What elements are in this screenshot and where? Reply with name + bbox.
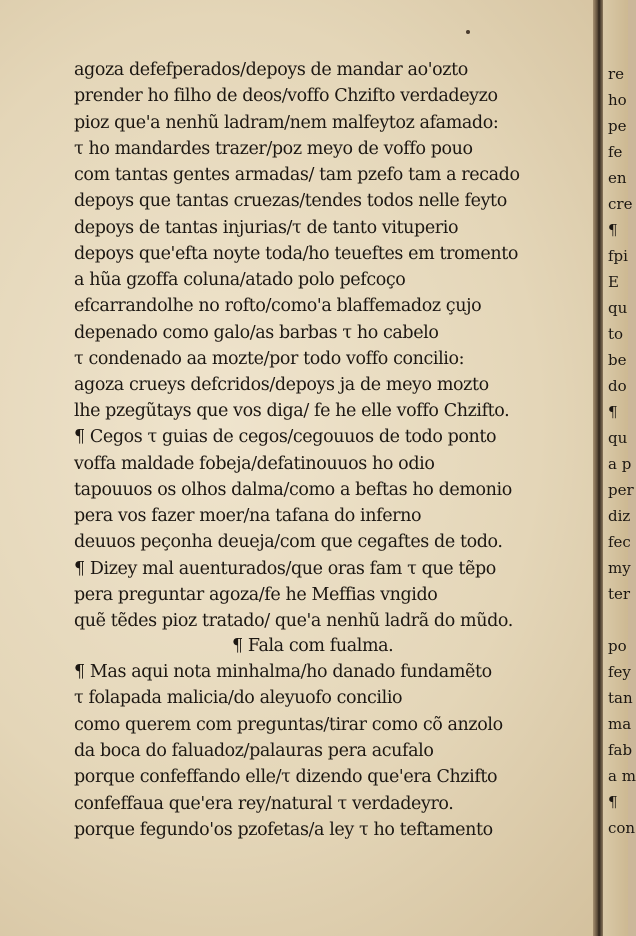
edge-text: qu — [608, 429, 628, 447]
edge-text: fey — [608, 663, 631, 681]
text-line: pera preguntar agoza/fe he Meffias vngido — [74, 585, 438, 605]
text-line: porque fegundo'os pzofetas/a ley τ ho teftamento — [74, 820, 493, 840]
text-line: confeffaua que'era rey/natural τ verdadeyro. — [74, 794, 454, 814]
edge-text: con — [608, 819, 636, 837]
text-line: depoys que'efta noyte toda/ho teueftes em tromento — [74, 244, 519, 264]
edge-text: per — [608, 481, 634, 499]
text-line: deuuos peçonha deueja/com que cegaftes de todo. — [74, 532, 503, 552]
text-line: ¶ Mas aqui nota minhalma/ho danado fundamẽto — [74, 662, 492, 682]
text-line: da boca do faluadoz/palauras pera acufalo — [74, 741, 434, 761]
text-line: pioz que'a nenhũ ladram/nem malfeytoz afamado: — [74, 113, 499, 133]
text-line: ¶ Dizey mal auenturados/que oras fam τ que tẽpo — [74, 559, 496, 579]
text-line: efcarrandolhe no rofto/como'a blaffemadoz çujo — [74, 296, 482, 316]
text-line: τ ho mandardes trazer/poz meyo de voffo pouo — [74, 139, 473, 159]
edge-text: be — [608, 351, 627, 369]
text-line: depoys de tantas injurias/τ de tanto vituperio — [74, 218, 459, 238]
edge-text: do — [608, 377, 627, 395]
edge-text: pe — [608, 117, 627, 135]
text-line: quẽ tẽdes pioz tratado/ que'a nenhũ ladrã do mũdo. — [74, 611, 513, 631]
book-gutter — [593, 0, 603, 936]
text-line: tapouuos os olhos dalma/como a beftas ho demonio — [74, 480, 512, 500]
edge-text: ¶ — [608, 221, 618, 239]
edge-text: ho — [608, 91, 627, 109]
edge-text: tan — [608, 689, 633, 707]
edge-text: qu — [608, 299, 628, 317]
edge-text: E — [608, 273, 619, 291]
text-line: como querem com preguntas/tirar como cõ anzolo — [74, 715, 503, 735]
text-line: depenado como galo/as barbas τ ho cabelo — [74, 323, 439, 343]
edge-text: to — [608, 325, 624, 343]
edge-text: ter — [608, 585, 631, 603]
text-line: τ condenado aa mozte/por todo voffo concilio: — [74, 349, 465, 369]
edge-text: po — [608, 637, 627, 655]
edge-text: ¶ — [608, 403, 618, 421]
text-line: porque confeffando elle/τ dizendo que'era Chzifto — [74, 767, 498, 787]
text-line: pera vos fazer moer/na tafana do inferno — [74, 506, 422, 526]
text-line: prender ho filho de deos/voffo Chzifto verdadeyzo — [74, 86, 498, 106]
edge-text: fe — [608, 143, 623, 161]
section-heading: ¶ Fala com fualma. — [232, 636, 394, 656]
edge-text: ¶ — [608, 793, 618, 811]
edge-text: a p — [608, 455, 632, 473]
text-line: com tantas gentes armadas/ tam pzefo tam a recado — [74, 165, 520, 185]
facing-page-edge — [603, 0, 636, 936]
text-line: a hũa gzoffa coluna/atado polo pefcoço — [74, 270, 406, 290]
edge-text: fpi — [608, 247, 628, 265]
edge-text: fab — [608, 741, 633, 759]
text-line: agoza defefperados/depoys de mandar ao'ozto — [74, 60, 468, 80]
edge-text: re — [608, 65, 625, 83]
edge-text: cre — [608, 195, 633, 213]
text-line: depoys que tantas cruezas/tendes todos nelle feyto — [74, 191, 507, 211]
text-line: ¶ Cegos τ guias de cegos/cegouuos de todo ponto — [74, 427, 497, 447]
edge-text: a m — [608, 767, 636, 785]
text-line: τ folapada malicia/do aleyuofo concilio — [74, 688, 403, 708]
edge-text: my — [608, 559, 631, 577]
edge-text: en — [608, 169, 627, 187]
text-line: lhe pzegũtays que vos diga/ fe he elle voffo Chzifto. — [74, 401, 510, 421]
edge-text: fec — [608, 533, 631, 551]
text-line: voffa maldade fobeja/defatinouuos ho odio — [74, 454, 435, 474]
edge-text: ma — [608, 715, 632, 733]
text-line: agoza crueys defcridos/depoys ja de meyo mozto — [74, 375, 489, 395]
edge-text: diz — [608, 507, 631, 525]
